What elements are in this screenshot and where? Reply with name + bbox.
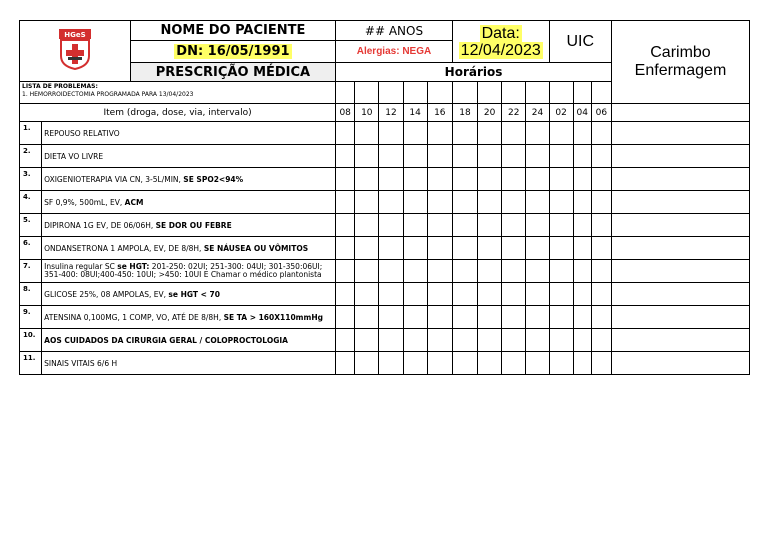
hour-cell[interactable] — [549, 237, 573, 260]
hour-cell[interactable] — [355, 260, 379, 283]
item-text — [42, 352, 336, 375]
item-number: 3. — [20, 168, 42, 191]
hour-cell[interactable] — [526, 306, 549, 329]
item-text — [42, 329, 336, 352]
problem-list — [20, 82, 336, 104]
allergies-cell — [336, 41, 453, 63]
hour-cell[interactable] — [573, 168, 591, 191]
hour-cell[interactable] — [591, 145, 611, 168]
hour-cell[interactable] — [379, 191, 403, 214]
item-description: Insulina regular SC — [44, 262, 118, 271]
allergies-value: NEGA — [402, 46, 432, 57]
stamp-cell[interactable] — [611, 260, 749, 283]
hour-header: 04 — [573, 104, 591, 122]
item-description: ONDANSETRONA 1 AMPOLA, EV, DE 8/8H, — [44, 243, 204, 253]
hour-cell[interactable] — [336, 283, 355, 306]
hour-cell[interactable] — [478, 329, 502, 352]
hour-header: 02 — [549, 104, 573, 122]
hour-cell[interactable] — [526, 82, 549, 104]
hour-cell[interactable] — [427, 145, 452, 168]
hour-cell[interactable] — [573, 352, 591, 375]
hour-cell[interactable] — [427, 122, 452, 145]
item-number: 5. — [20, 214, 42, 237]
item-number: 7. — [20, 260, 42, 283]
patient-name-label: NOME DO PACIENTE — [130, 21, 335, 41]
item-column-header: Item (droga, dose, via, intervalo) — [20, 104, 336, 122]
date-value: 12/04/2023 — [460, 41, 541, 59]
table-row — [20, 214, 750, 237]
table-row — [20, 260, 750, 283]
hour-cell[interactable] — [591, 237, 611, 260]
hour-cell[interactable] — [355, 237, 379, 260]
hour-cell[interactable] — [478, 352, 502, 375]
item-text — [42, 191, 336, 214]
hour-cell[interactable] — [526, 237, 549, 260]
hour-cell[interactable] — [502, 260, 526, 283]
stamp-cell[interactable] — [611, 191, 749, 214]
table-row — [20, 237, 750, 260]
hour-cell[interactable] — [526, 122, 549, 145]
stamp-cell[interactable] — [611, 145, 749, 168]
hour-cell[interactable] — [502, 122, 526, 145]
table-row — [20, 145, 750, 168]
hour-cell[interactable] — [526, 283, 549, 306]
hour-cell[interactable] — [336, 260, 355, 283]
hour-cell[interactable] — [478, 168, 502, 191]
hour-header: 06 — [591, 104, 611, 122]
hour-cell[interactable] — [526, 260, 549, 283]
hour-cell[interactable] — [336, 306, 355, 329]
hour-cell[interactable] — [403, 283, 427, 306]
hour-cell[interactable] — [591, 283, 611, 306]
hour-cell[interactable] — [591, 306, 611, 329]
hour-cell[interactable] — [478, 237, 502, 260]
item-number: 9. — [20, 306, 42, 329]
table-row — [20, 283, 750, 306]
hour-cell[interactable] — [452, 145, 477, 168]
item-description: DIETA VO LIVRE — [44, 151, 104, 161]
hour-cell[interactable] — [478, 283, 502, 306]
hour-cell[interactable] — [549, 283, 573, 306]
logo-cell — [20, 21, 131, 82]
hour-cell[interactable] — [549, 260, 573, 283]
age-label: ## ANOS — [336, 21, 453, 41]
hour-cell[interactable] — [478, 191, 502, 214]
hour-cell[interactable] — [452, 283, 477, 306]
hour-header: 16 — [427, 104, 452, 122]
hour-cell[interactable] — [427, 214, 452, 237]
hour-cell[interactable] — [403, 191, 427, 214]
hour-cell[interactable] — [379, 352, 403, 375]
hospital-logo-icon — [58, 28, 92, 70]
hour-cell[interactable] — [502, 283, 526, 306]
item-description: SF 0,9%, 500mL, EV, — [44, 197, 125, 207]
hour-cell[interactable] — [379, 82, 403, 104]
stamp-line-2: Enfermagem — [634, 62, 727, 79]
hour-cell[interactable] — [403, 122, 427, 145]
hour-cell[interactable] — [403, 260, 427, 283]
hour-cell[interactable] — [403, 352, 427, 375]
hour-cell[interactable] — [427, 260, 452, 283]
hour-cell[interactable] — [478, 82, 502, 104]
stamp-line-1: Carimbo — [650, 44, 711, 61]
hour-cell[interactable] — [379, 283, 403, 306]
hour-cell[interactable] — [502, 191, 526, 214]
item-text — [42, 283, 336, 306]
hour-cell[interactable] — [573, 306, 591, 329]
hour-cell[interactable] — [549, 214, 573, 237]
hour-cell[interactable] — [591, 352, 611, 375]
hour-cell[interactable] — [549, 329, 573, 352]
birth-date-cell — [130, 41, 335, 63]
hour-cell[interactable] — [452, 237, 477, 260]
hour-cell[interactable] — [355, 191, 379, 214]
item-number: 2. — [20, 145, 42, 168]
stamp-cell[interactable] — [611, 214, 749, 237]
allergies-label: Alergias: — [356, 46, 400, 57]
date-label: Data: — [481, 24, 520, 42]
hour-cell[interactable] — [549, 82, 573, 104]
hour-cell[interactable] — [591, 214, 611, 237]
hour-cell[interactable] — [379, 168, 403, 191]
item-number: 8. — [20, 283, 42, 306]
hour-cell[interactable] — [478, 260, 502, 283]
date-cell — [452, 21, 549, 63]
table-row — [20, 122, 750, 145]
stamp-cell[interactable] — [611, 352, 749, 375]
hour-cell[interactable] — [336, 237, 355, 260]
hour-cell[interactable] — [355, 214, 379, 237]
hour-cell[interactable] — [452, 168, 477, 191]
table-row — [20, 352, 750, 375]
hour-cell[interactable] — [452, 122, 477, 145]
hour-cell[interactable] — [379, 145, 403, 168]
hour-cell[interactable] — [403, 306, 427, 329]
hour-cell[interactable] — [452, 306, 477, 329]
schedule-label: Horários — [336, 63, 612, 82]
stamp-cell[interactable] — [611, 237, 749, 260]
table-row — [20, 329, 750, 352]
item-text — [42, 260, 336, 283]
svg-text:HGeS: HGeS — [64, 31, 86, 39]
hour-cell[interactable] — [427, 82, 452, 104]
hour-cell[interactable] — [427, 352, 452, 375]
stamp-cell[interactable] — [611, 329, 749, 352]
hour-cell[interactable] — [403, 82, 427, 104]
problem-item: 1. HEMORROIDECTOMIA PROGRAMADA PARA 13/04/2023 — [22, 91, 194, 98]
birth-date: DN: 16/05/1991 — [176, 44, 290, 59]
hour-cell[interactable] — [427, 191, 452, 214]
item-emphasis: SE NÁUSEA OU VÔMITOS — [203, 243, 309, 253]
item-emphasis: SE SPO2<94% — [183, 174, 244, 184]
hour-cell[interactable] — [355, 283, 379, 306]
hour-header: 14 — [403, 104, 427, 122]
hour-cell[interactable] — [526, 168, 549, 191]
item-number: 6. — [20, 237, 42, 260]
hour-cell[interactable] — [549, 168, 573, 191]
hour-cell[interactable] — [336, 329, 355, 352]
hour-cell[interactable] — [427, 329, 452, 352]
prescription-title: PRESCRIÇÃO MÉDICA — [130, 63, 335, 82]
prescription-items — [20, 122, 750, 375]
hour-cell[interactable] — [355, 122, 379, 145]
hour-cell[interactable] — [573, 145, 591, 168]
item-number: 10. — [20, 329, 42, 352]
item-number: 1. — [20, 122, 42, 145]
hour-cell[interactable] — [336, 145, 355, 168]
hour-cell[interactable] — [502, 145, 526, 168]
hour-cell[interactable] — [549, 122, 573, 145]
nursing-stamp — [611, 21, 749, 104]
item-description: REPOUSO RELATIVO — [44, 128, 120, 138]
hour-cell[interactable] — [452, 352, 477, 375]
hour-cell[interactable] — [452, 191, 477, 214]
hour-cell[interactable] — [403, 329, 427, 352]
hour-cell[interactable] — [573, 237, 591, 260]
hour-cell[interactable] — [549, 145, 573, 168]
hour-cell[interactable] — [478, 122, 502, 145]
hour-header: 20 — [478, 104, 502, 122]
hour-cell[interactable] — [526, 214, 549, 237]
item-emphasis: AOS CUIDADOS DA CIRURGIA GERAL / COLOPROCTOLOGIA — [44, 335, 288, 345]
item-description: OXIGENIOTERAPIA VIA CN, 3-5L/MIN, — [44, 174, 184, 184]
hour-cell[interactable] — [502, 82, 526, 104]
hour-cell[interactable] — [427, 168, 452, 191]
hour-cell[interactable] — [427, 306, 452, 329]
stamp-column-cell[interactable] — [611, 104, 749, 122]
hour-cell[interactable] — [591, 260, 611, 283]
hour-cell[interactable] — [355, 306, 379, 329]
unit-label: UIC — [549, 21, 611, 63]
hour-cell[interactable] — [573, 329, 591, 352]
item-text — [42, 214, 336, 237]
hour-header: 24 — [526, 104, 549, 122]
item-description: 201-250: 02UI; 251-300: 04UI; 301-350:06UI; 351-400: 08UI;400-450: 10UI; >450: 10UI E Chamar o médico plantonista — [44, 262, 323, 279]
hour-cell[interactable] — [427, 237, 452, 260]
item-description: GLICOSE 25%, 08 AMPOLAS, EV, — [44, 289, 169, 299]
hour-cell[interactable] — [379, 306, 403, 329]
hour-header: 08 — [336, 104, 355, 122]
hour-cell[interactable] — [502, 237, 526, 260]
item-number: 11. — [20, 352, 42, 375]
hour-cell[interactable] — [526, 191, 549, 214]
hour-cell[interactable] — [452, 214, 477, 237]
hour-cell[interactable] — [502, 214, 526, 237]
hour-cell[interactable] — [502, 352, 526, 375]
hour-cell[interactable] — [403, 214, 427, 237]
hour-cell[interactable] — [452, 260, 477, 283]
item-text — [42, 122, 336, 145]
hour-cell[interactable] — [403, 168, 427, 191]
item-emphasis: se HGT: — [117, 262, 150, 271]
item-description: ATENSINA 0,100MG, 1 COMP, VO, ATÉ DE 8/8H, — [44, 312, 224, 322]
stamp-cell[interactable] — [611, 122, 749, 145]
hour-cell[interactable] — [379, 329, 403, 352]
hour-cell[interactable] — [336, 191, 355, 214]
hour-cell[interactable] — [355, 168, 379, 191]
item-text — [42, 168, 336, 191]
hour-cell[interactable] — [336, 122, 355, 145]
hour-cell[interactable] — [478, 306, 502, 329]
hour-cell[interactable] — [355, 352, 379, 375]
hour-header: 12 — [379, 104, 403, 122]
hour-cell[interactable] — [573, 260, 591, 283]
hour-cell[interactable] — [549, 306, 573, 329]
stamp-cell[interactable] — [611, 283, 749, 306]
stamp-cell[interactable] — [611, 306, 749, 329]
item-emphasis: ACM — [124, 197, 144, 207]
hour-cell[interactable] — [336, 214, 355, 237]
hour-cell[interactable] — [478, 145, 502, 168]
hour-header: 10 — [355, 104, 379, 122]
hour-cell[interactable] — [355, 82, 379, 104]
hour-cell[interactable] — [573, 283, 591, 306]
hour-cell[interactable] — [452, 82, 477, 104]
hour-cell[interactable] — [336, 352, 355, 375]
hour-cell[interactable] — [573, 191, 591, 214]
hour-cell[interactable] — [502, 168, 526, 191]
stamp-cell[interactable] — [611, 168, 749, 191]
hour-cell[interactable] — [336, 168, 355, 191]
hour-cell[interactable] — [549, 191, 573, 214]
item-emphasis: SE DOR OU FEBRE — [155, 220, 232, 230]
hour-cell[interactable] — [379, 214, 403, 237]
hour-cell[interactable] — [379, 260, 403, 283]
hour-cell[interactable] — [573, 214, 591, 237]
prescription-table — [19, 20, 750, 375]
item-emphasis: SE TA > 160X110mmHg — [223, 312, 323, 322]
hour-cell[interactable] — [549, 352, 573, 375]
hour-cell[interactable] — [427, 283, 452, 306]
hour-cell[interactable] — [526, 145, 549, 168]
problem-list-title: LISTA DE PROBLEMAS: — [22, 83, 98, 90]
hour-header: 22 — [502, 104, 526, 122]
hour-cell[interactable] — [573, 82, 591, 104]
table-row — [20, 168, 750, 191]
hour-cell[interactable] — [403, 237, 427, 260]
hour-header: 18 — [452, 104, 477, 122]
hour-cell[interactable] — [355, 145, 379, 168]
hour-cell[interactable] — [355, 329, 379, 352]
hour-cell[interactable] — [502, 329, 526, 352]
item-text — [42, 306, 336, 329]
hour-cell[interactable] — [526, 352, 549, 375]
hour-cell[interactable] — [336, 82, 355, 104]
item-description: DIPIRONA 1G EV, DE 06/06H, — [44, 220, 156, 230]
hour-cell[interactable] — [591, 82, 611, 104]
hour-cell[interactable] — [452, 329, 477, 352]
hour-cell[interactable] — [403, 145, 427, 168]
hour-cell[interactable] — [526, 329, 549, 352]
hour-cell[interactable] — [591, 329, 611, 352]
item-number: 4. — [20, 191, 42, 214]
item-text — [42, 237, 336, 260]
table-row — [20, 306, 750, 329]
hour-cell[interactable] — [478, 214, 502, 237]
hour-cell[interactable] — [591, 191, 611, 214]
hour-cell[interactable] — [502, 306, 526, 329]
hour-cell[interactable] — [591, 168, 611, 191]
table-row — [20, 191, 750, 214]
item-emphasis: se HGT < 70 — [168, 289, 220, 299]
item-description: SINAIS VITAIS 6/6 H — [44, 358, 118, 368]
hour-cell[interactable] — [379, 122, 403, 145]
hour-cell[interactable] — [379, 237, 403, 260]
item-text — [42, 145, 336, 168]
hour-cell[interactable] — [573, 122, 591, 145]
hour-cell[interactable] — [591, 122, 611, 145]
